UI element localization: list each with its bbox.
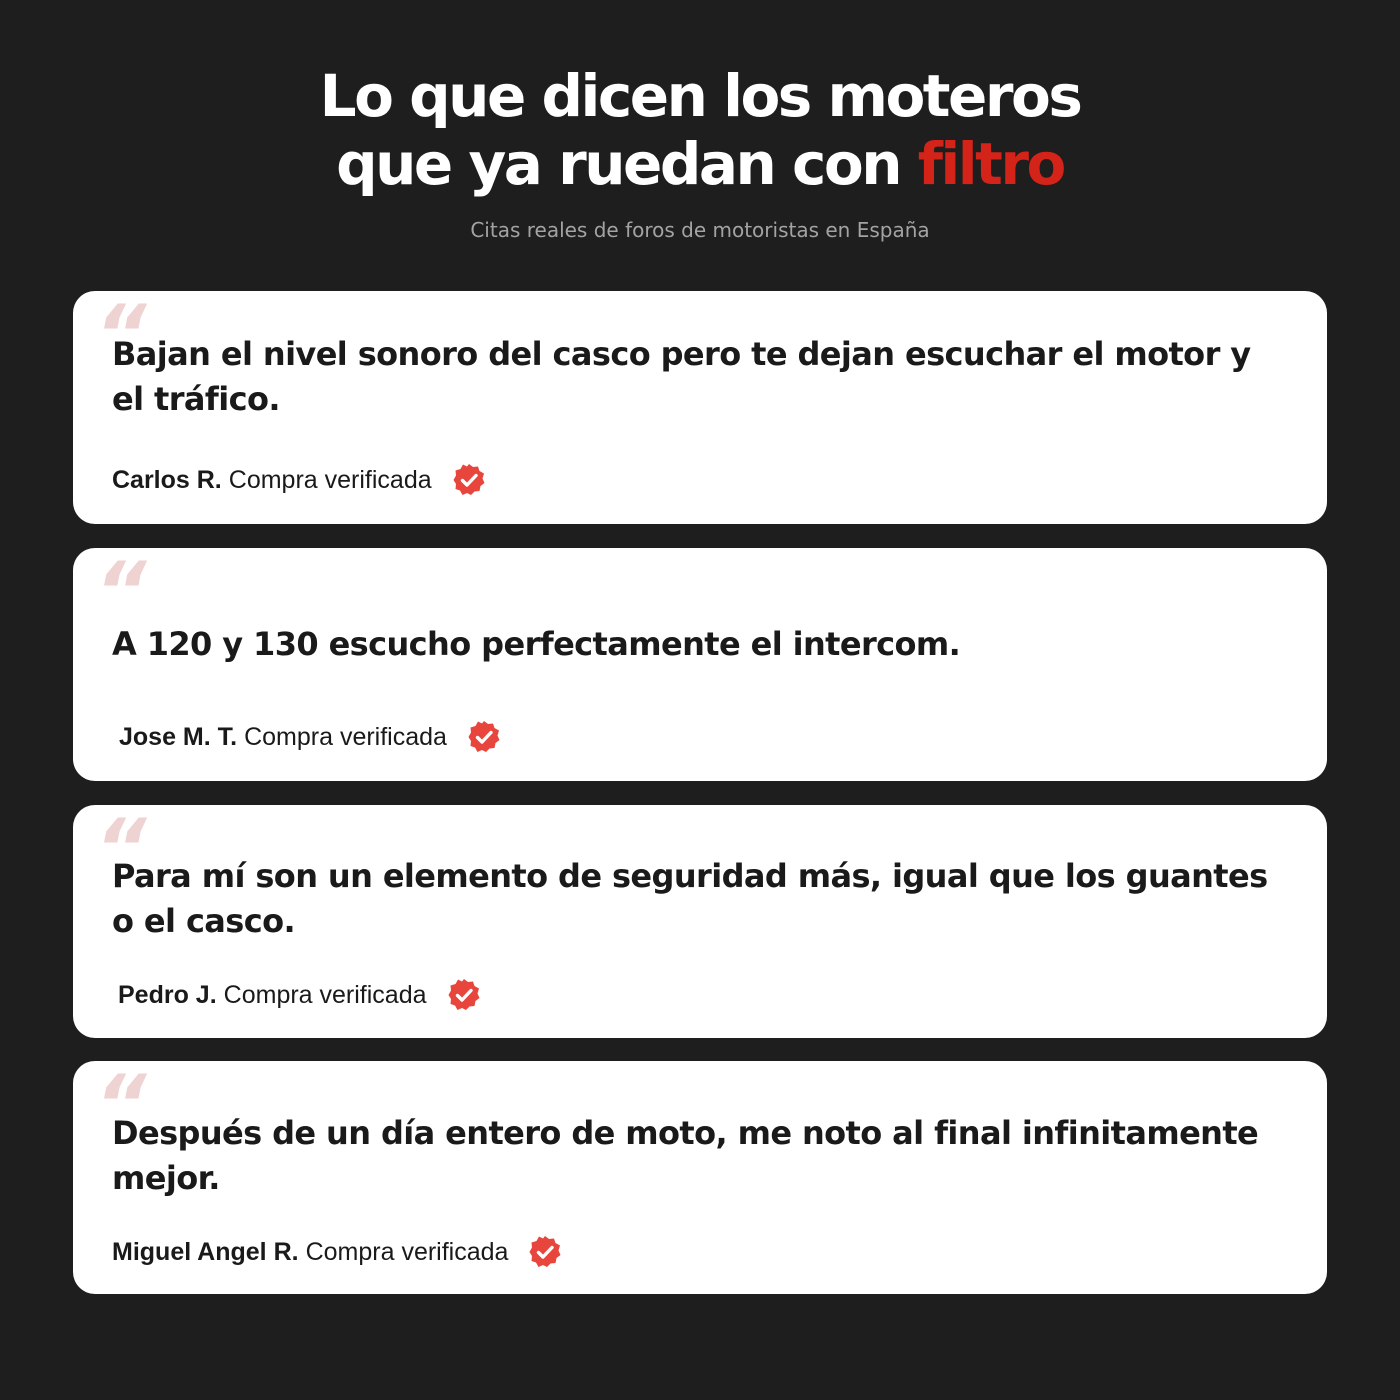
title-accent-word: filtro xyxy=(917,130,1064,198)
verified-label: Compra verificada xyxy=(244,722,447,751)
testimonial-author-line xyxy=(119,719,501,755)
testimonial-author: Miguel Angel R. xyxy=(112,1237,299,1266)
verified-check-icon xyxy=(447,978,481,1012)
page-subtitle: Citas reales de foros de motoristas en España xyxy=(470,218,930,242)
testimonial-card xyxy=(73,802,1327,1038)
verified-label: Compra verificada xyxy=(228,465,432,494)
testimonial-author-line xyxy=(112,462,486,498)
title-line-2: que ya ruedan con xyxy=(336,130,918,198)
testimonial-author-line xyxy=(112,1234,562,1270)
verified-label: Compra verificada xyxy=(223,980,427,1009)
header xyxy=(0,62,1400,244)
page-title xyxy=(0,62,1400,198)
testimonial-quote: Bajan el nivel sonoro del casco pero te dejan escuchar el motor y el tráfico. xyxy=(112,335,1251,418)
quotation-mark-icon: “ xyxy=(95,1058,147,1151)
testimonial-author-line xyxy=(118,977,481,1013)
quotation-mark-icon: “ xyxy=(95,288,147,381)
testimonial-quote: Después de un día entero de moto, me noto al final infinitamente mejor. xyxy=(112,1114,1259,1197)
testimonial-author: Pedro J. xyxy=(118,980,217,1009)
verified-check-icon xyxy=(528,1235,562,1269)
testimonial-author: Carlos R. xyxy=(112,465,222,494)
quotation-mark-icon: “ xyxy=(95,802,147,895)
testimonial-card xyxy=(73,288,1327,524)
verified-check-icon xyxy=(467,720,501,754)
testimonial-card xyxy=(73,1058,1327,1294)
quotation-mark-icon: “ xyxy=(95,545,147,638)
title-line-1: Lo que dicen los moteros xyxy=(319,62,1081,130)
verified-check-icon xyxy=(452,463,486,497)
verified-label: Compra verificada xyxy=(305,1237,509,1266)
testimonial-quote: Para mí son un elemento de seguridad más, igual que los guantes o el casco. xyxy=(112,857,1268,940)
testimonial-author: Jose M. T. xyxy=(119,722,238,751)
testimonial-quote: A 120 y 130 escucho perfectamente el intercom. xyxy=(112,625,961,663)
testimonial-card xyxy=(73,545,1327,781)
